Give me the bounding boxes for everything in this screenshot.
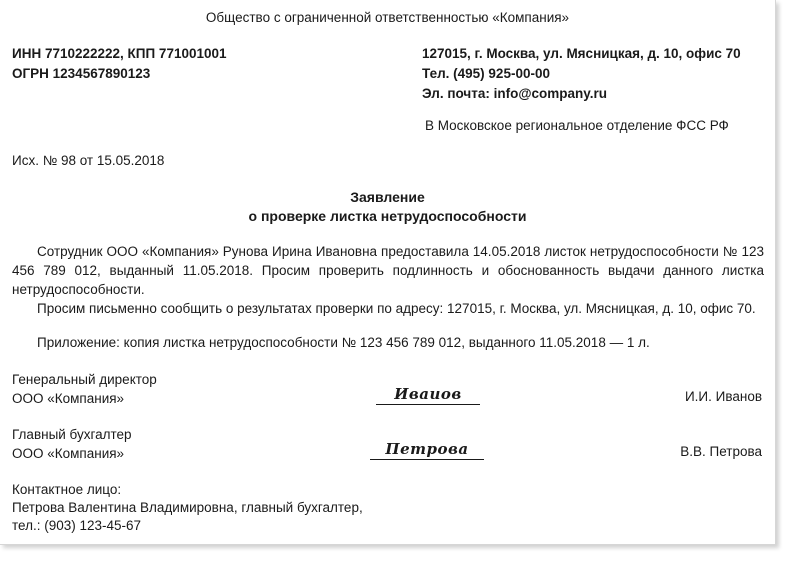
ogrn: ОГРН 1234567890123	[12, 66, 151, 81]
signature-line	[376, 404, 480, 405]
body-paragraph-2: Просим письменно сообщить о результатах проверки по адресу: 127015, г. Москва, ул. Мясницкая, д. 10, офис 70.	[37, 301, 756, 316]
company-phone: Тел. (495) 925-00-00	[422, 66, 550, 81]
organization-name: Общество с ограниченной ответственностью «Компания»	[205, 10, 570, 25]
signature-line	[370, 459, 484, 460]
title-line-2: о проверке листка нетрудоспособности	[248, 208, 527, 224]
document-body	[12, 242, 764, 318]
title-line-1: Заявление	[350, 189, 425, 205]
handwritten-signature: Иваиов	[394, 385, 462, 403]
handwritten-signature: Петрова	[385, 440, 469, 458]
signer-name: И.И. Иванов	[684, 389, 762, 404]
company-address: 127015, г. Москва, ул. Мясницкая, д. 10, офис 70	[422, 46, 741, 61]
signer-position: Главный бухгалтер	[12, 427, 132, 442]
signer-company: ООО «Компания»	[12, 391, 125, 406]
signature-block-accountant	[12, 425, 132, 463]
document-title	[0, 188, 775, 226]
signer-position: Генеральный директор	[12, 372, 157, 387]
inn-kpp: ИНН 7710222222, КПП 771001001	[12, 46, 227, 61]
registration-details	[12, 44, 227, 84]
signer-name: В.В. Петрова	[680, 444, 762, 459]
body-paragraph-1: Сотрудник ООО «Компания» Рунова Ирина Ивановна предоставила 14.05.2018 листок нетрудоспособности № 123 456 789 012, выданный 11.05.2018. Просим проверить подлинность и обоснованность выдачи данного листка нетрудоспособности.	[12, 244, 764, 297]
signature-block-director	[12, 370, 157, 408]
contact-phone: тел.: (903) 123-45-67	[12, 518, 142, 533]
attachment-note: Приложение: копия листка нетрудоспособности № 123 456 789 012, выданного 11.05.2018 — 1 л.	[37, 335, 650, 350]
addressee: В Московское региональное отделение ФСС РФ	[425, 118, 729, 133]
signer-company: ООО «Компания»	[12, 446, 125, 461]
contact-details	[422, 44, 741, 104]
contact-label: Контактное лицо:	[12, 482, 122, 497]
contact-person-block	[12, 481, 363, 535]
company-email: Эл. почта: info@company.ru	[422, 86, 608, 101]
contact-person: Петрова Валентина Владимировна, главный бухгалтер,	[12, 500, 363, 515]
outgoing-reference: Исх. № 98 от 15.05.2018	[12, 153, 165, 168]
